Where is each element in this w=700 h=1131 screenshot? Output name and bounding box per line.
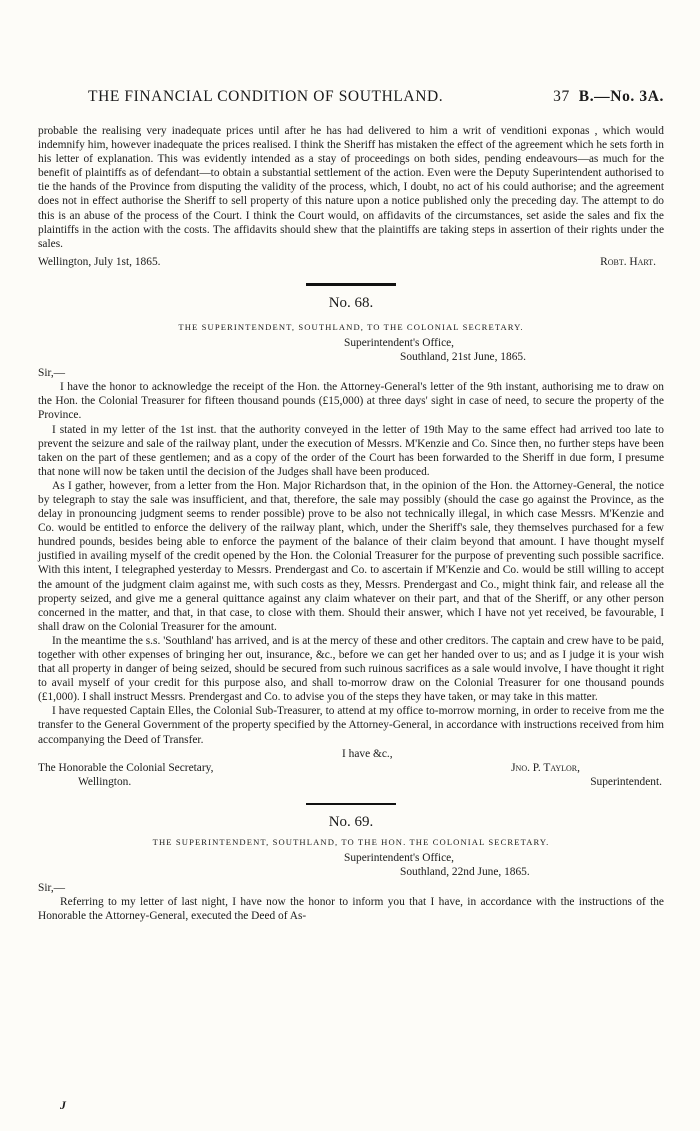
letter-68-office-line1: Superintendent's Office, bbox=[344, 337, 455, 350]
page-title: THE FINANCIAL CONDITION OF SOUTHLAND. bbox=[88, 88, 444, 105]
section-divider bbox=[306, 283, 396, 286]
prior-letter-signature-line bbox=[38, 255, 664, 269]
letter-69-heading: THE SUPERINTENDENT, SOUTHLAND, TO THE HON. THE COLONIAL SECRETARY. bbox=[152, 837, 550, 848]
letter-68-office bbox=[344, 336, 664, 364]
document-body bbox=[38, 124, 664, 923]
letter-69-number: No. 69. bbox=[328, 813, 374, 830]
letter-68-paragraph-1: I have the honor to acknowledge the receipt of the Hon. the Attorney-General's letter of the 9th instant, authorising me to draw on the Hon. the Colonial Treasurer for fifteen thousand pounds (£15,000) at three days' sight in case of need, to secure the property of the Province. bbox=[38, 381, 664, 422]
letter-68-signatory-title: Superintendent. bbox=[590, 775, 662, 788]
letter-68-closing: I have &c., bbox=[342, 747, 393, 760]
letter-69-salutation: Sir,— bbox=[38, 882, 66, 895]
letter-68-address-row-2 bbox=[38, 775, 664, 789]
signature-mark: J bbox=[60, 1098, 66, 1112]
letter-69-office-line1: Superintendent's Office, bbox=[344, 852, 455, 865]
letter-68-paragraph-3: As I gather, however, from a letter from the Hon. Major Richardson that, in the opinion of the Hon. the Attorney-General, the notice by telegraph to stay the sale was insufficient, and that, therefore, the sale may possibly (should the case go against the Province, as the delay in pronouncing judgment seems to render possible) prove to be also not technically illegal, in which case Messrs. M'Kenzie and Co. would be entitled to enforce the delivery of the railway plant, which, under the Sheriff's sale, they themselves purchased for a few hundred pounds, besides being able to enforce the payment of the balance of their claim beyond that amount. I have thought myself justified in availing myself of the credit opened by the Hon. the Colonial Treasurer for the purpose of preventing such possible sacrifice. With this intent, I telegraphed yesterday to Messrs. Prendergast and Co. to ascertain if M'Kenzie and Co. would be still willing to accept the amount of the judgment claim against me, with such costs as they, Messrs. Prendergast and Co., might think fair, and release all the property seized, and give me a general quittance against any claim whatever on their part, and that of the Sheriff, or any other person concerned in the matter, and that, in that case, to close with them. Should their answer, which I have not yet received, be favourable, I shall draw on the Colonial Treasurer for the amount. bbox=[38, 479, 664, 633]
prior-letter-signatory: Robt. Hart. bbox=[600, 255, 656, 268]
letter-68-office-line2: Southland, 21st June, 1865. bbox=[400, 351, 526, 364]
letter-69-office-line2: Southland, 22nd June, 1865. bbox=[400, 866, 530, 879]
page-number: 37 bbox=[553, 88, 570, 105]
letter-68-heading: THE SUPERINTENDENT, SOUTHLAND, TO THE COLONIAL SECRETARY. bbox=[178, 322, 524, 333]
section-divider-2 bbox=[306, 803, 396, 805]
page-reference bbox=[553, 88, 664, 106]
letter-69-paragraph: Referring to my letter of last night, I have now the honor to inform you that I have, in accordance with the instructions of the Honorable the Attorney-General, executed the Deed of As- bbox=[38, 896, 664, 923]
letter-68-paragraph-2: I stated in my letter of the 1st inst. that the authority conveyed in the letter of 19th May to the same effect had arrived too late to prevent the seizure and sale of the railway plant, under the execution of Messrs. M'Kenzie and Co. Since then, no further steps have been taken on the part of these gentlemen; and as a copy of the order of the Court has been forwarded to the Sheriff in due form, I presume that none will now be taken until the decision of the Judges shall have been produced. bbox=[38, 423, 664, 478]
letter-68-address-row bbox=[38, 761, 664, 775]
letter-68-paragraph-4: In the meantime the s.s. 'Southland' has arrived, and is at the mercy of these and other creditors. The captain and crew have to be paid, together with other expenses of bringing her out, insurance, &c., before we can get her handed over to us; and as I judge it is your wish that all property in danger of being seized, should be secured from such ruinous sacrifices as a sale would involve, I have thought it right to avail myself of your credit for this purpose also, and shall to-morrow draw on the Colonial Treasurer for one thousand pounds (£1,000). I shall instruct Messrs. Prendergast and Co. to advise you of the steps they have taken, or may take in this matter. bbox=[38, 634, 664, 704]
letter-68-number: No. 68. bbox=[328, 294, 374, 311]
running-head bbox=[38, 88, 664, 112]
letter-68-signatory: Jno. P. Taylor, bbox=[511, 761, 580, 774]
letter-68-paragraph-5: I have requested Captain Elles, the Colonial Sub-Treasurer, to attend at my office to-morrow morning, in order to receive from me the transfer to the General Government of the property specified by the Attorney-General, in accordance with instructions received from him accompanying the Deed of Transfer. bbox=[38, 705, 664, 746]
prior-letter-place-date: Wellington, July 1st, 1865. bbox=[38, 255, 161, 268]
letter-68-addressee: The Honorable the Colonial Secretary, bbox=[38, 761, 214, 774]
prior-letter-paragraph: probable the realising very inadequate prices until after he has had delivered to him a writ of venditioni exponas , which would indemnify him, however inadequate the prices realised. I think the Sheriff has mistaken the effect of the agreement which he sets forth in his letter of explanation. This was evidently intended as a stay of proceedings on both sides, pending endeavours—as much for the benefit of plaintiffs as of defendant—to obtain a substantial settlement of the action. Even were the Deputy Superintendent authorised to tie the hands of the Province from disputing the validity of the process, which, I doubt, no act of his could authorise; and the agreement does not in effect authorise the Sheriff to sell property of this nature upon a notice published only the preceding day. The attempt to do this is an abuse of the process of the Court. I think the Court would, on affidavits of the circumstances, set aside the sales and fix the plaintiffs in the action with the costs. The affidavits should shew that the plaintiffs are taking steps in assertion of their rights under the sales. bbox=[38, 125, 664, 250]
letter-68-salutation: Sir,— bbox=[38, 367, 66, 380]
letter-68-addressee-city: Wellington. bbox=[78, 775, 132, 788]
letter-69-office bbox=[344, 851, 664, 879]
paper-reference: B.—No. 3A. bbox=[578, 88, 664, 105]
